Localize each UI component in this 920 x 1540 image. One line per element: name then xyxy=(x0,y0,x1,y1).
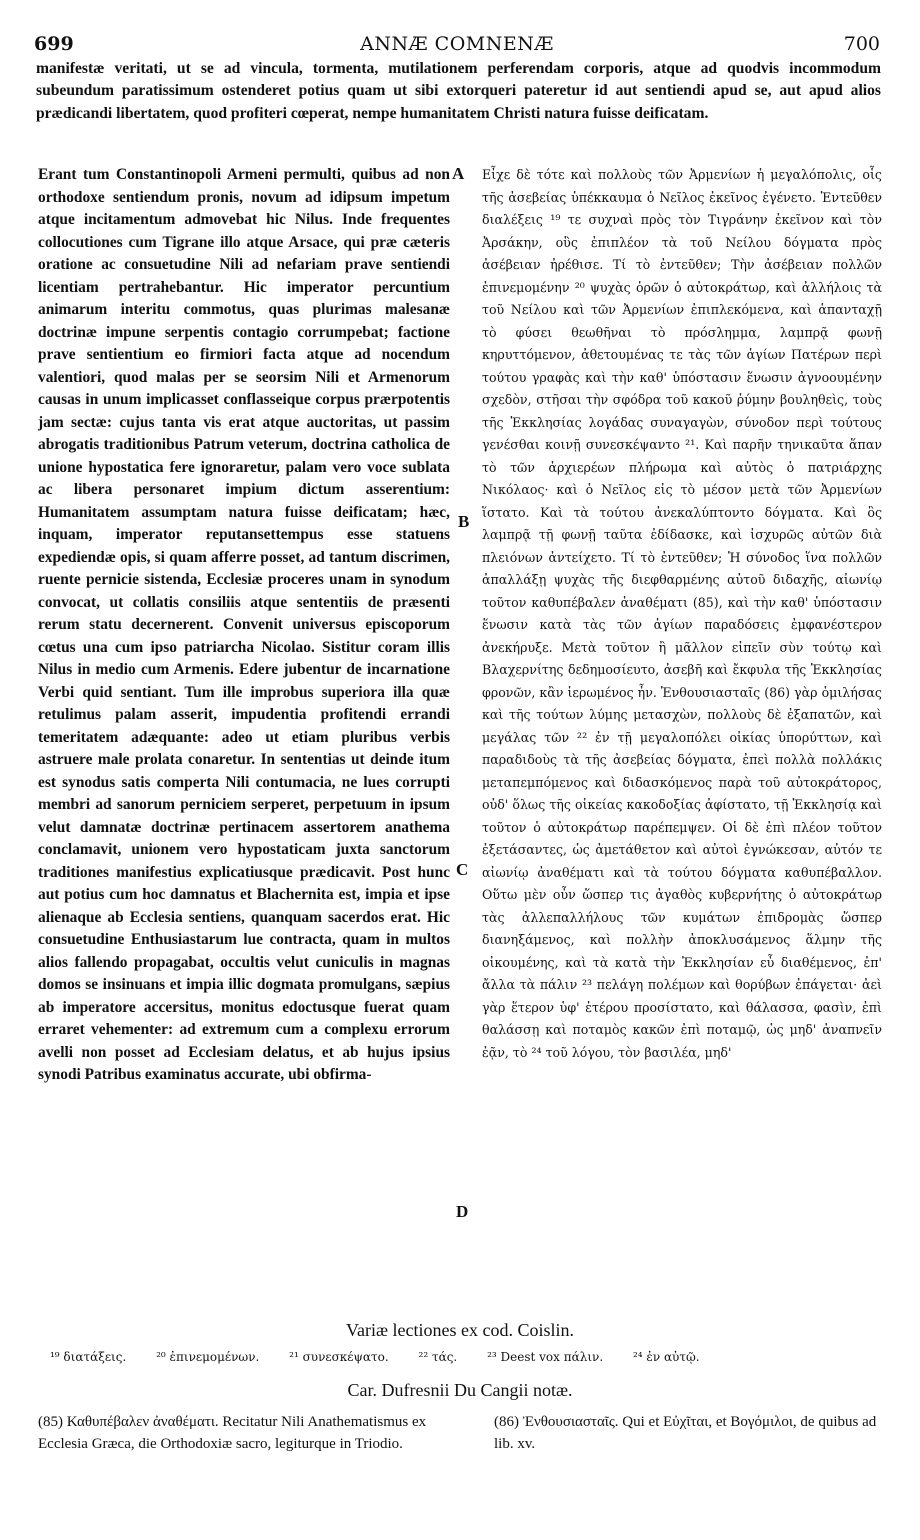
intro-paragraph xyxy=(36,58,881,125)
variant-item: ²³ Deest vox πάλιν. xyxy=(487,1350,604,1364)
page-header xyxy=(34,33,880,59)
margin-marker-c: C xyxy=(456,860,469,879)
greek-column xyxy=(482,164,882,1064)
note-85-text: (85) Καθυπέβαλεν ἀναθέματι. Recitatur Nili Anathematismus ex Ecclesia Græca, die Orthodoxiæ sacro, legiturque in Triodio. xyxy=(38,1414,427,1452)
latin-text: Erant tum Constantinopoli Armeni permulti, quibus ad non orthodoxe sentiendum pronis, novum ad idipsum impetum atque incitamentum admovebat hic Nilus. Inde frequentes collocutiones cum Tigrane illo atque Arsace, qui præ cæteris oratione ac consuetudine Nili ad nefariam prave sentiendi licentiam pertrahebantur. Hic imperator percuntium animarum interitu commotus, quas plurimas malesanæ doctrinæ impune serpentis contagio corrumpebat; factione prave sentientium eo firmiori facta atque ad nocendum valentiori, quod malas per se seorsim Nili et Armenorum causas in unum implicasset conflasseique corpus prærpotentis jam sectæ: cujus tanta vis erat atque auctoritas, ut passim abrogatis traditionibus Patrum veterum, doctrina catholica de unione hypostatica fere ignoraretur, palam vero voce sublata ac libera personaret impium dictum asserentium: Humanitatem assumptam natura fuisse deificatam; hæc, inquam, imperator reputansettempus esse statuens expediendæ opis, si quam afferre posset, ad tantum discrimen, ruente pernicie sistenda, Ecclesiæ proceres unam in synodum convocat, ut collatis consiliis atque sententiis de præsenti rerum statu decernerent. Convenit universus episcoporum cœtus una cum ipso patriarcha Nicolao. Sistitur coram illis Nilus in medio cum Armenis. Edere jubentur de incarnatione Verbi quid sentiant. Tum ille improbus superiora illa quæ retulimus palam asserit, impudentia profitendi errandi temeritatem adæquante: adeo ut etiam pluribus verbis astruere male prolata conaretur. In sententias ut deinde itum est synodus satis comperta Nili contumacia, ne lues corrupti membri ad sanorum perniciem serperet, perpetuum in ipsum velut damnatæ doctrinæ pertinacem assertorem anathema conclamavit, unionem vero hypostaticam juxta sanctorum traditiones manifestius explicatiusque prædicavit. Post hunc aut potius cum hoc damnatus et Blachernita est, impia et ipse alienaque ab Ecclesia sentiens, quanquam sacerdos erat. Hic consuetudine Enthusiastarum lue contracta, quam in multos alios fallendo propagabat, occultis velut cuniculis in magnas domos se insinuans et impia illic dogmata promulgans, sæpius ab imperatore accersitus, monitus edoctusque fuerat quam erraret vehementer: ad extremum cum a complexu errorum avelli non posset ad Ecclesiam delatus, et ab hujus ipsius synodi Patribus examinatus accurate, ubi obfirma- xyxy=(38,166,450,1083)
variants-list xyxy=(50,1350,880,1364)
margin-marker-d: D xyxy=(456,1202,469,1221)
variant-item: ¹⁹ διατάξεις. xyxy=(50,1350,127,1364)
page-number-left: 699 xyxy=(34,33,74,55)
variant-item: ²¹ συνεσκέψατο. xyxy=(289,1350,389,1364)
running-title: ANNÆ COMNENÆ xyxy=(360,33,554,55)
page-number-right: 700 xyxy=(843,33,880,55)
notes-title: Car. Dufresnii Du Cangii notæ. xyxy=(347,1380,573,1400)
margin-marker-a: A xyxy=(452,164,465,183)
variant-item: ²⁰ ἐπινεμομένων. xyxy=(156,1350,260,1364)
note-86-text: (86) Ἐνθουσιασταῖς. Qui et Εὐχῖται, et Βογόμιλοι, de quibus ad lib. xv. xyxy=(494,1414,877,1452)
variant-item: ²² τάς. xyxy=(418,1350,458,1364)
latin-column xyxy=(38,164,450,1087)
variant-item: ²⁴ ἐν αὐτῷ. xyxy=(632,1350,700,1364)
variants-title: Variæ lectiones ex cod. Coislin. xyxy=(346,1320,574,1340)
intro-text: manifestæ veritati, ut se ad vincula, tormenta, mutilationem perferendam corporis, atque ad quodvis incommodum subeundum paratissimum ostenderet potius quam ut sibi extorqueri pateretur id aut sentiendi apud se, aut apud alios prædicandi libertatem, quod profiteri cœperat, nempe humanitatem Christi natura fuisse deificatam. xyxy=(36,60,881,122)
greek-text: Εἶχε δὲ τότε καὶ πολλοὺς τῶν Ἀρμενίων ἡ μεγαλόπολις, οἷς τῆς ἀσεβείας ὑπέκκαυμα ὁ Νεῖλος ἐκεῖνος ἐγένετο. Ἐντεῦθεν διαλέξεις ¹⁹ τε συχναὶ πρὸς τὸν Τιγράνην ἐκεῖνον καὶ τὸν Ἀρσάκην, οὓς ἐπιπλέον τὰ τοῦ Νείλου δόγματα πρὸς ἀσέβειαν ἠρέθισε. Τί τὸ ἐντεῦθεν; Τὴν ἀσέβειαν πολλῶν ἐπινεμομένην ²⁰ ψυχὰς ὁρῶν ὁ αὐτοκράτωρ, καὶ ἀλλήλοις τὰ τοῦ Νείλου καὶ τῶν Ἀρμενίων ἐπιπλεκόμενα, καὶ ἁπανταχῇ τὸ φύσει θεωθῆναι τὸ πρόσλημμα, λαμπρᾷ φωνῇ κηρυττόμενον, ἀθετουμένας τε τὰς τῶν ἁγίων Πατέρων περὶ τούτου γραφὰς καὶ τὴν καθ' ὑπόστασιν ἕνωσιν ἀγνοουμένην σχεδὸν, στῆσαι τὴν σφόδρα τοῦ κακοῦ ῥύμην βουληθεὶς, τοὺς τῆς Ἐκκλησίας λογάδας συναγαγὼν, σύνοδον περὶ τούτους γενέσθαι κοινῇ συνεσκέψαντο ²¹. Καὶ παρῆν τηνικαῦτα ἅπαν τὸ τῶν ἀρχιερέων πλήρωμα καὶ αὐτὸς ὁ πατριάρχης Νικόλαος· καὶ ὁ Νεῖλος εἰς τὸ μέσον μετὰ τῶν Ἀρμενίων ἵστατο. Καὶ τὰ τούτου ἀνεκαλύπτοντο δόγματα. Καὶ ὃς λαμπρᾷ τῇ φωνῇ ταῦτα ἐδίδασκε, καὶ ἰσχυρῶς αὐτῶν διὰ πλειόνων ἀντείχετο. Τί τὸ ἐντεῦθεν; Ἡ σύνοδος ἵνα πολλῶν ἀπαλλάξῃ ψυχὰς τῆς διεφθαρμένης αὐτοῦ διδαχῆς, αἰωνίῳ τοῦτον καθυπέβαλεν ἀναθέματι (85), καὶ τὴν καθ' ὑπόστασιν ἕνωσιν κατὰ τὰς τῶν ἁγίων παραδόσεις ἐμφανέστερον ἀνεκήρυξε. Μετὰ τοῦτον ἢ μᾶλλον εἰπεῖν σὺν τούτῳ καὶ Βλαχερνίτης δεδημοσίευτο, ἀσεβῆ καὶ ἔκφυλα τῆς Ἐκκλησίας φρονῶν, κἂν ἱερωμένος ἦν. Ἐνθουσιασταῖς (86) γὰρ ὁμιλήσας καὶ τῆς τούτων λύμης μετασχὼν, πολλοὺς δὲ ἐξαπατῶν, καὶ μεγάλας τῶν ²² ἐν τῇ μεγαλοπόλει οἰκίας ὑπορύττων, καὶ παραδιδοὺς τὰ τῆς ἀσεβείας δόγματα, ἐπεὶ πολλὰ πολλάκις μεταπεμπόμενος καὶ διδασκόμενος παρὰ τοῦ αὐτοκράτορος, οὐδ' ὅλως τῆς οἰκείας κακοδοξίας ἀφίστατο, τῇ Ἐκκλησίᾳ καὶ τοῦτον ὁ αὐτοκράτωρ παρέπεμψεν. Οἱ δὲ ἐπὶ πλέον τοῦτον ἐξετάσαντες, ὡς ἀμετάθετον καὶ αὐτοὶ ἐγνώκεσαν, αὐτόν τε αἰωνίῳ ἀναθέματι καὶ τὰ τούτου δόγματα καθυπέβαλλον. Οὕτω μὲν οὖν ὥσπερ τις ἀγαθὸς κυβερνήτης ὁ αὐτοκράτωρ τὰς ἀλλεπαλλήλους τῶν κυμάτων ἐπιδρομὰς ὥσπερ διανηξάμενος, καὶ πολλὴν ἀποκλυσάμενος ἅλμην τῆς οἰκουμένης, καὶ τὰ κατὰ τὴν Ἐκκλησίαν εὖ διαθέμενος, ἐπ' ἄλλα τὰ πάλιν ²³ πελάγη πολέμων καὶ θορύβων ἐπάγεται· ἀεὶ γὰρ ἕτερον ὑφ' ἑτέρου προσίστατο, καὶ θάλασσα, φασὶν, ἐπὶ θαλάσσῃ καὶ ποταμὸς κακῶν ἐπὶ ποταμῷ, ὡς μηδ' ἀναπνεῖν ἐᾷν, τὸ ²⁴ τοῦ λόγου, τὸν βασιλέα, μηδ' xyxy=(482,167,882,1060)
note-86 xyxy=(494,1411,880,1455)
margin-marker-b: B xyxy=(458,512,470,531)
note-85 xyxy=(38,1411,458,1455)
